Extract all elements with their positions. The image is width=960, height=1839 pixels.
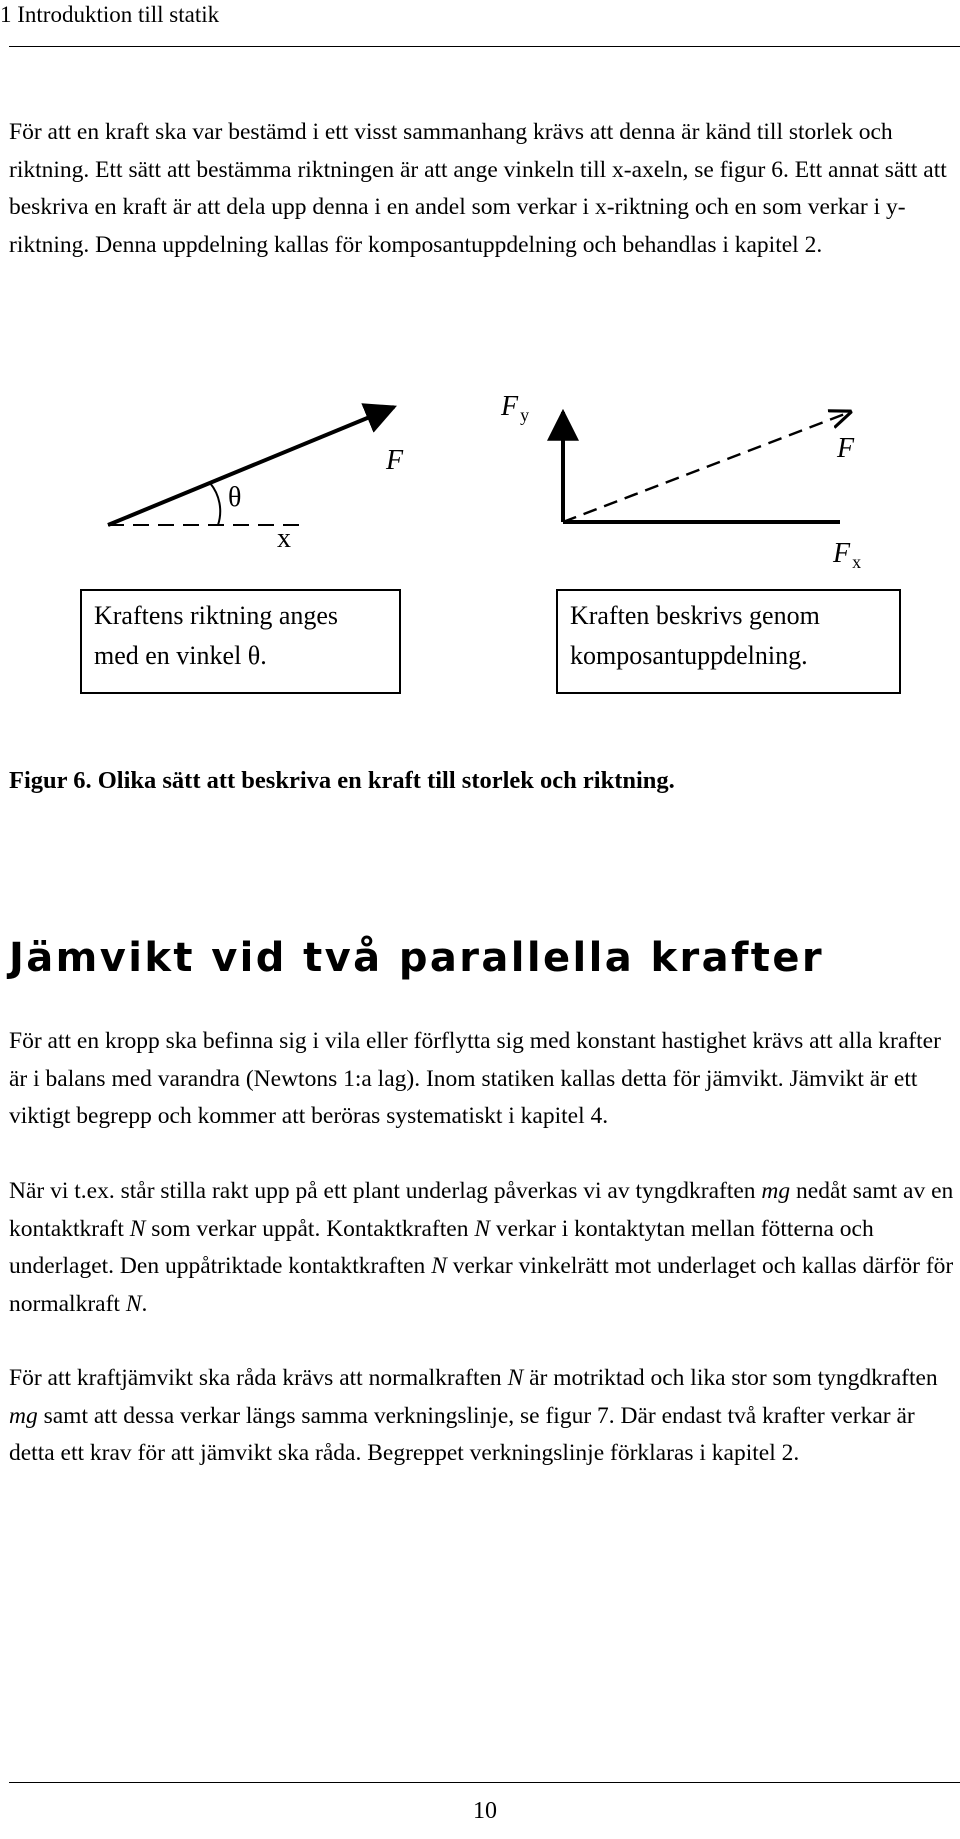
right-figure-caption-box: Kraften beskrivs genom komposantuppdelning. xyxy=(556,589,901,694)
left-force-arrow xyxy=(108,407,394,525)
fx-label-sub: x xyxy=(852,552,862,572)
p3-text-b: är motriktad och lika stor som tyngdkraften xyxy=(523,1365,938,1391)
page-number: 10 xyxy=(473,1798,497,1824)
force-balance-paragraph xyxy=(9,1360,954,1473)
n-symbol: N xyxy=(431,1253,447,1279)
left-figure-caption-box: Kraftens riktning anges med en vinkel θ. xyxy=(80,589,401,694)
footer-divider xyxy=(9,1782,960,1783)
left-force-label: F xyxy=(386,445,404,476)
intro-paragraph: För att en kraft ska var bestämd i ett visst sammanhang krävs att denna är känd till storlek och riktning. Ett sätt att bestämma riktningen är att ange vinkeln till x-axeln, se figur 6. Ett annat sätt att beskriva en kraft är att dela upp denna i en andel som verkar i x-riktning och en som verkar i y-riktning. Denna uppdelning kallas för komposantuppdelning och behandlas i kapitel 2. xyxy=(9,119,947,258)
mg-symbol: mg xyxy=(761,1178,791,1204)
angle-arc xyxy=(210,483,220,525)
left-x-axis-label: x xyxy=(277,523,291,554)
fy-label xyxy=(500,391,529,425)
angle-theta-label: θ xyxy=(228,482,242,513)
figure-caption: Figur 6. Olika sätt att beskriva en kraft till storlek och riktning. xyxy=(9,767,675,794)
fy-label-sub: y xyxy=(520,405,530,425)
resultant-force-dashed xyxy=(563,412,850,522)
p3-text-c: samt att dessa verkar längs samma verkningslinje, se figur 7. Där endast två krafter verkar är detta ett krav för att jämvikt ska råda. Begreppet verkningslinje förklaras i kapitel 2. xyxy=(9,1402,915,1466)
p2-text-a: När vi t.ex. står stilla rakt upp på ett plant underlag påverkas vi av tyngdkraften xyxy=(9,1178,762,1204)
p2-text-b: nedåt samt av en kontaktkraft xyxy=(9,1178,954,1242)
n-symbol: N xyxy=(474,1215,491,1242)
n-symbol: N xyxy=(125,1290,142,1317)
n-symbol: N xyxy=(507,1365,524,1391)
equilibrium-paragraph: För att en kropp ska befinna sig i vila eller förflytta sig med konstant hastighet krävs att alla krafter är i balans med varandra (Newtons 1:a lag). Inom statiken kallas detta för jämvikt. Jämvikt är ett viktigt begrepp och kommer att beröras systematiskt i kapitel 4. xyxy=(9,1028,941,1129)
right-force-label: F xyxy=(837,433,855,464)
p3-text-a: För att kraftjämvikt ska råda krävs att normalkraften xyxy=(9,1365,508,1391)
mg-symbol: mg xyxy=(9,1402,38,1429)
fy-label-main: F xyxy=(501,391,519,422)
header-divider xyxy=(9,46,960,47)
p2-text-e: verkar vinkelrätt mot underlaget och kallas därför för normalkraft xyxy=(9,1253,954,1317)
n-symbol: N xyxy=(129,1215,146,1242)
p2-text-d: verkar i kontaktytan mellan fötterna och underlaget. Den uppåtriktade kontaktkraften xyxy=(9,1215,874,1279)
fx-label-main: F xyxy=(833,538,851,569)
section-title: Jämvikt vid två parallella krafter xyxy=(9,935,824,981)
fx-label xyxy=(832,538,861,572)
p2-text-f: . xyxy=(141,1290,148,1317)
normal-force-paragraph xyxy=(9,1173,954,1323)
figure-6-diagram xyxy=(0,390,960,580)
p2-text-c: som verkar uppåt. Kontaktkraften xyxy=(145,1215,475,1242)
chapter-header: 1 Introduktion till statik xyxy=(0,2,220,27)
